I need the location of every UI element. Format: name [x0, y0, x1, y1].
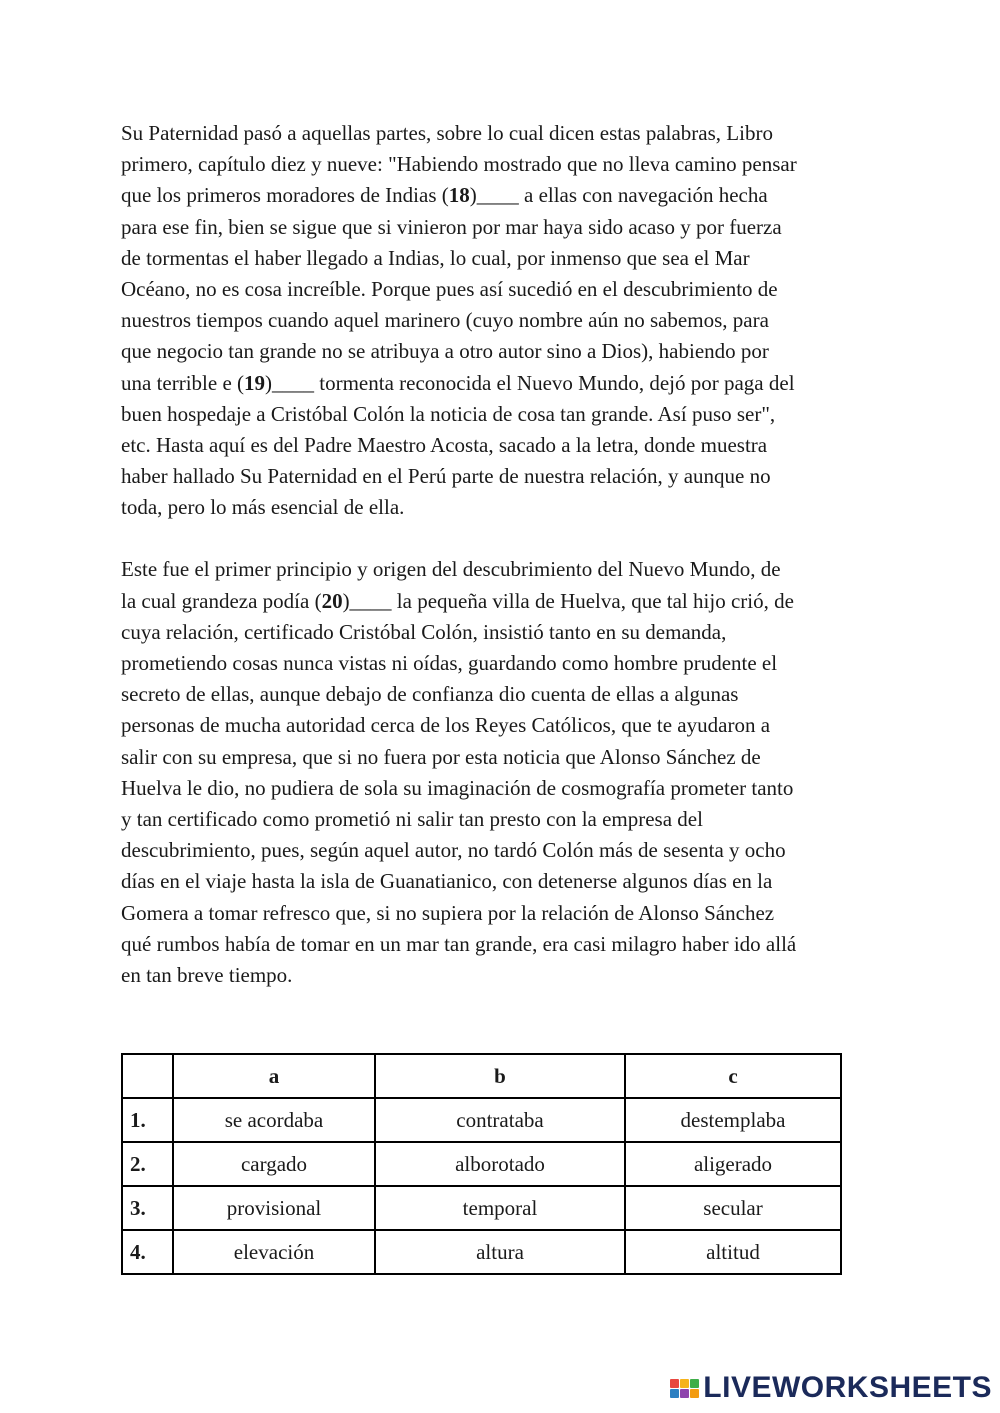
document-body — [121, 118, 891, 991]
text-segment: secreto de ellas, aunque debajo de confianza dio cuenta de ellas a algunas — [121, 682, 739, 707]
text-line — [121, 336, 891, 367]
text-segment-after-blank[interactable]: )____ la pequeña villa de Huelva, que tal hijo crió, de — [342, 588, 794, 613]
answer-options-table — [121, 1053, 842, 1275]
brand-text: LIVEWORKSHEETS — [703, 1371, 992, 1404]
text-segment-after-blank[interactable]: )____ a ellas con navegación hecha — [469, 183, 768, 208]
text-segment: la cual grandeza podía ( — [121, 588, 322, 613]
text-segment: buen hospedaje a Cristóbal Colón la noticia de cosa tan grande. Así puso ser", — [121, 401, 776, 426]
row-number: 4. — [122, 1230, 173, 1274]
text-line — [121, 180, 891, 211]
logo-square — [690, 1389, 699, 1398]
logo-square — [680, 1379, 689, 1388]
table-row — [122, 1186, 841, 1230]
logo-square — [670, 1389, 679, 1398]
blank-number: 18 — [448, 183, 470, 208]
text-segment: primero, capítulo diez y nueve: "Habiendo mostrado que no lleva camino pensar — [121, 152, 797, 177]
text-line — [121, 554, 891, 585]
text-line — [121, 212, 891, 243]
text-line — [121, 804, 891, 835]
text-line — [121, 461, 891, 492]
text-segment: nuestros tiempos cuando aquel marinero (cuyo nombre aún no sabemos, para — [121, 308, 769, 333]
table-header-corner — [122, 1054, 173, 1098]
text-line — [121, 430, 891, 461]
logo-square — [670, 1379, 679, 1388]
row-number: 1. — [122, 1098, 173, 1142]
option-c-cell[interactable]: aligerado — [625, 1142, 841, 1186]
text-segment: Este fue el primer principio y origen del descubrimiento del Nuevo Mundo, de — [121, 557, 781, 582]
paragraph-2 — [121, 554, 891, 991]
text-line — [121, 898, 891, 929]
text-line — [121, 960, 891, 991]
text-segment-after-blank[interactable]: )____ tormenta reconocida el Nuevo Mundo, dejó por paga del — [265, 370, 795, 395]
text-segment: personas de mucha autoridad cerca de los Reyes Católicos, que te ayudaron a — [121, 713, 771, 738]
text-segment: para ese fin, bien se sigue que si vinieron por mar haya sido acaso y por fuerza — [121, 214, 782, 239]
table-header-row — [122, 1054, 841, 1098]
text-segment: Huelva le dio, no pudiera de sola su imaginación de cosmografía prometer tanto — [121, 775, 794, 800]
option-b-cell[interactable]: altura — [375, 1230, 625, 1274]
text-segment: cuya relación, certificado Cristóbal Colón, insistió tanto en su demanda, — [121, 619, 727, 644]
text-line — [121, 492, 891, 523]
option-c-cell[interactable]: destemplaba — [625, 1098, 841, 1142]
text-segment: y tan certificado como prometió ni salir tan presto con la empresa del — [121, 806, 703, 831]
text-segment: salir con su empresa, que si no fuera por esta noticia que Alonso Sánchez de — [121, 744, 761, 769]
text-segment: de tormentas el haber llegado a Indias, lo cual, por inmenso que sea el Mar — [121, 245, 750, 270]
text-segment: qué rumbos había de tomar en un mar tan grande, era casi milagro haber ido allá — [121, 931, 797, 956]
text-segment: prometiendo cosas nunca vistas ni oídas, guardando como hombre prudente el — [121, 651, 778, 675]
text-line — [121, 835, 891, 866]
text-line — [121, 866, 891, 897]
option-c-cell[interactable]: secular — [625, 1186, 841, 1230]
text-segment: etc. Hasta aquí es del Padre Maestro Acosta, sacado a la letra, donde muestra — [121, 432, 768, 457]
option-b-cell[interactable]: temporal — [375, 1186, 625, 1230]
text-line — [121, 274, 891, 305]
option-b-cell[interactable]: contrataba — [375, 1098, 625, 1142]
text-line — [121, 929, 891, 960]
text-line — [121, 399, 891, 430]
option-c-cell[interactable]: altitud — [625, 1230, 841, 1274]
text-line — [121, 773, 891, 804]
option-a-cell[interactable]: se acordaba — [173, 1098, 375, 1142]
table-row — [122, 1142, 841, 1186]
text-line — [121, 149, 891, 180]
text-segment: haber hallado Su Paternidad en el Perú parte de nuestra relación, y aunque no — [121, 464, 771, 489]
text-segment: Océano, no es cosa increíble. Porque pues así sucedió en el descubrimiento de — [121, 276, 778, 301]
logo-square — [680, 1389, 689, 1398]
text-segment: Su Paternidad pasó a aquellas partes, sobre lo cual dicen estas palabras, Libro — [121, 121, 773, 145]
text-line — [121, 368, 891, 399]
option-a-cell[interactable]: provisional — [173, 1186, 375, 1230]
row-number: 2. — [122, 1142, 173, 1186]
option-a-cell[interactable]: elevación — [173, 1230, 375, 1274]
paragraph-gap — [121, 523, 891, 554]
text-segment: que los primeros moradores de Indias ( — [121, 183, 449, 208]
text-line — [121, 118, 891, 149]
option-b-cell[interactable]: alborotado — [375, 1142, 625, 1186]
text-line — [121, 710, 891, 741]
text-line — [121, 586, 891, 617]
paragraph-1 — [121, 118, 891, 523]
text-line — [121, 617, 891, 648]
table-row — [122, 1098, 841, 1142]
text-segment: en tan breve tiempo. — [121, 962, 293, 987]
liveworksheets-brand — [670, 1371, 992, 1405]
text-segment: toda, pero lo más esencial de ella. — [121, 495, 405, 520]
blank-number: 19 — [244, 370, 266, 395]
text-line — [121, 742, 891, 773]
text-line — [121, 305, 891, 336]
column-header-a: a — [173, 1054, 375, 1098]
option-a-cell[interactable]: cargado — [173, 1142, 375, 1186]
table-row — [122, 1230, 841, 1274]
row-number: 3. — [122, 1186, 173, 1230]
text-segment: que negocio tan grande no se atribuya a otro autor sino a Dios), habiendo por — [121, 339, 769, 364]
text-line — [121, 648, 891, 679]
text-line — [121, 243, 891, 274]
text-segment: descubrimiento, pues, según aquel autor, no tardó Colón más de sesenta y ocho — [121, 838, 786, 863]
text-line — [121, 679, 891, 710]
liveworksheets-logo-icon — [670, 1379, 699, 1398]
text-segment: días en el viaje hasta la isla de Guanatianico, con detenerse algunos días en la — [121, 869, 773, 894]
blank-number: 20 — [321, 588, 343, 613]
text-segment: Gomera a tomar refresco que, si no supiera por la relación de Alonso Sánchez — [121, 900, 775, 925]
text-segment: una terrible e ( — [121, 370, 245, 395]
column-header-c: c — [625, 1054, 841, 1098]
column-header-b: b — [375, 1054, 625, 1098]
logo-square — [690, 1379, 699, 1388]
